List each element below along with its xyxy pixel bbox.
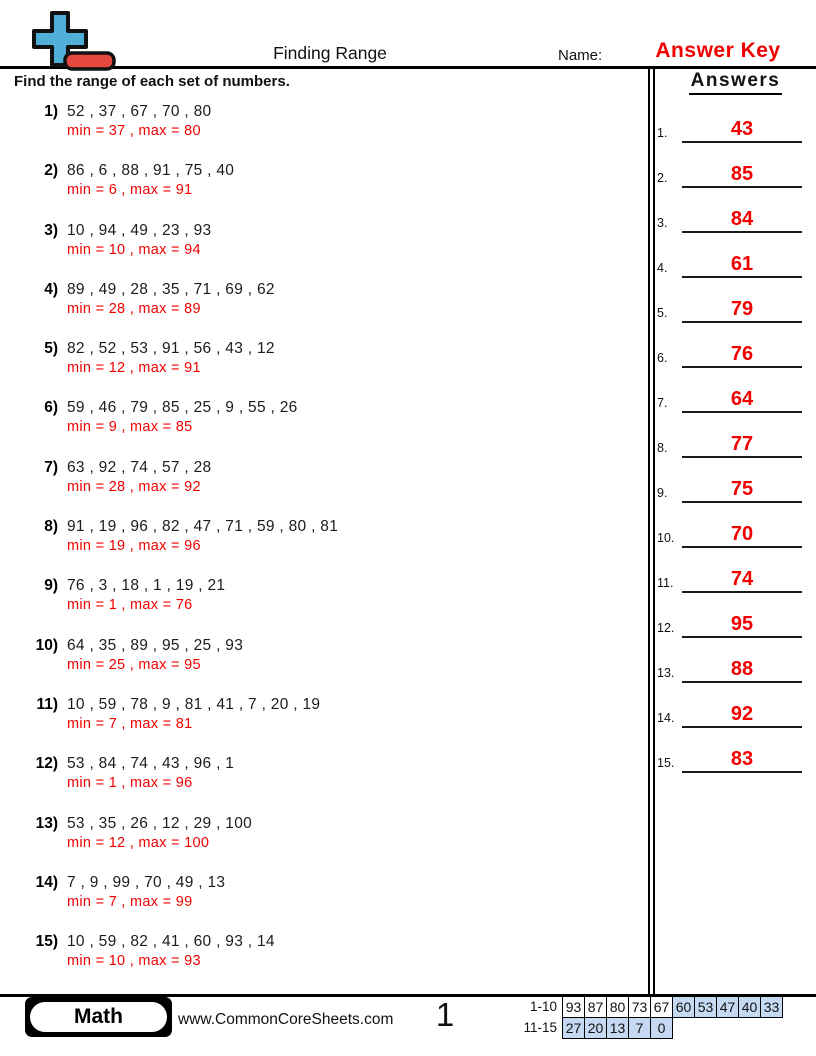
answer-number: 2. (657, 171, 668, 185)
problem-row (34, 696, 634, 755)
answer-value: 61 (730, 253, 754, 275)
problems-list (34, 103, 634, 992)
problem-number: 10) (35, 636, 58, 654)
problem-values: 64 , 35 , 89 , 95 , 25 , 93 (67, 636, 244, 654)
problem-values: 52 , 37 , 67 , 70 , 80 (67, 103, 212, 120)
answer-value: 83 (730, 748, 754, 770)
problem-min-max: min = 12 , max = 100 (67, 834, 210, 851)
score-cell: 67 (650, 996, 673, 1018)
score-cell: 7 (628, 1017, 651, 1039)
answer-value: 95 (730, 613, 754, 635)
answer-number: 11. (657, 576, 674, 590)
answer-row (654, 503, 816, 548)
answer-value: 70 (730, 523, 754, 545)
problem-min-max: min = 10 , max = 94 (67, 241, 201, 258)
answer-row (654, 638, 816, 683)
problem-number: 2) (44, 162, 58, 180)
answer-number: 3. (657, 216, 668, 230)
score-cell: 13 (606, 1017, 629, 1039)
problem-values: 89 , 49 , 28 , 35 , 71 , 69 , 62 (67, 280, 275, 298)
problem-row (34, 340, 634, 399)
page-number: 1 (435, 996, 455, 1033)
score-table-row (504, 1017, 783, 1039)
answer-value: 92 (730, 703, 754, 725)
problem-number: 12) (35, 755, 58, 773)
problem-values: 7 , 9 , 99 , 70 , 49 , 13 (67, 873, 226, 891)
problem-number: 6) (44, 399, 58, 417)
answer-row (654, 593, 816, 638)
answer-key-label: Answer Key (655, 39, 781, 62)
answers-list (654, 98, 816, 773)
problem-min-max: min = 1 , max = 96 (67, 775, 193, 792)
problem-number: 3) (44, 221, 58, 239)
problem-values: 53 , 84 , 74 , 43 , 96 , 1 (67, 755, 235, 773)
problem-values: 53 , 35 , 26 , 12 , 29 , 100 (67, 814, 253, 832)
subject-badge (25, 997, 172, 1037)
answer-number: 7. (657, 396, 668, 410)
answer-row (654, 278, 816, 323)
problem-values: 10 , 59 , 78 , 9 , 81 , 41 , 7 , 20 , 19 (67, 695, 321, 713)
page-title: Finding Range (273, 43, 387, 63)
problem-number: 15) (35, 933, 58, 951)
problem-values: 91 , 19 , 96 , 82 , 47 , 71 , 59 , 80 , 81 (67, 518, 339, 536)
problem-row (34, 755, 634, 814)
answer-number: 12. (657, 621, 675, 635)
score-table-row (504, 996, 783, 1018)
answer-row (654, 368, 816, 413)
problem-min-max: min = 9 , max = 85 (67, 419, 193, 436)
problem-min-max: min = 19 , max = 96 (67, 538, 201, 555)
problem-values: 76 , 3 , 18 , 1 , 19 , 21 (67, 577, 226, 595)
score-table (504, 996, 783, 1039)
problem-row (34, 222, 634, 281)
problem-number: 14) (35, 873, 58, 891)
site-url: www.CommonCoreSheets.com (178, 1011, 394, 1028)
score-cell: 80 (606, 996, 629, 1018)
answer-number: 13. (657, 666, 675, 680)
problem-min-max: min = 10 , max = 93 (67, 953, 201, 970)
problem-min-max: min = 28 , max = 89 (67, 300, 201, 317)
name-label: Name: (558, 47, 603, 64)
answer-number: 6. (657, 351, 668, 365)
problem-values: 82 , 52 , 53 , 91 , 56 , 43 , 12 (67, 340, 275, 358)
answer-number: 9. (657, 486, 668, 500)
problem-min-max: min = 7 , max = 81 (67, 715, 193, 732)
answer-value: 88 (730, 658, 754, 680)
problem-min-max: min = 7 , max = 99 (67, 893, 193, 910)
problem-row (34, 103, 634, 162)
problem-min-max: min = 6 , max = 91 (67, 182, 193, 199)
answers-heading: Answers (655, 70, 816, 95)
problem-min-max: min = 28 , max = 92 (67, 478, 201, 495)
answer-row (654, 98, 816, 143)
problem-values: 59 , 46 , 79 , 85 , 25 , 9 , 55 , 26 (67, 399, 298, 417)
problem-number: 13) (35, 814, 58, 832)
problem-number: 5) (44, 340, 58, 358)
problem-min-max: min = 37 , max = 80 (67, 123, 201, 139)
answer-value: 64 (730, 388, 754, 410)
score-row-label: 11-15 (523, 1020, 557, 1035)
problem-row (34, 637, 634, 696)
problem-number: 7) (44, 458, 58, 476)
answer-value: 77 (730, 433, 754, 455)
answer-number: 4. (657, 261, 668, 275)
answer-value: 74 (730, 568, 754, 590)
answer-row (654, 323, 816, 368)
problem-min-max: min = 12 , max = 91 (67, 360, 201, 377)
score-cell: 87 (584, 996, 607, 1018)
answer-value: 76 (730, 343, 754, 365)
score-row-label: 1-10 (529, 999, 557, 1014)
answer-row (654, 233, 816, 278)
problem-row (34, 815, 634, 874)
score-cell: 53 (694, 996, 717, 1018)
problem-values: 86 , 6 , 88 , 91 , 75 , 40 (67, 162, 235, 180)
plus-minus-logo-icon (28, 10, 128, 72)
problem-values: 63 , 92 , 74 , 57 , 28 (67, 458, 212, 476)
answer-value: 43 (730, 118, 754, 140)
answer-number: 8. (657, 441, 668, 455)
problem-number: 8) (44, 518, 58, 536)
problem-min-max: min = 1 , max = 76 (67, 597, 193, 614)
answer-number: 1. (657, 126, 668, 140)
answer-value: 75 (730, 478, 754, 500)
answer-value: 84 (730, 208, 754, 230)
problem-row (34, 933, 634, 992)
score-cell: 73 (628, 996, 651, 1018)
score-cell: 93 (562, 996, 585, 1018)
problem-values: 10 , 94 , 49 , 23 , 93 (67, 221, 212, 239)
answer-row (654, 458, 816, 503)
answer-number: 15. (657, 756, 675, 770)
score-cell: 47 (716, 996, 739, 1018)
problem-values: 10 , 59 , 82 , 41 , 60 , 93 , 14 (67, 933, 275, 951)
problem-row (34, 281, 634, 340)
problem-row (34, 459, 634, 518)
score-cell: 27 (562, 1017, 585, 1039)
score-cell: 40 (738, 996, 761, 1018)
problem-number: 4) (44, 280, 58, 298)
answer-row (654, 143, 816, 188)
score-cell: 33 (760, 996, 783, 1018)
answer-number: 14. (657, 711, 675, 725)
answer-blank-line (682, 771, 802, 773)
problem-number: 9) (44, 577, 58, 595)
answer-row (654, 683, 816, 728)
problem-row (34, 399, 634, 458)
answer-row (654, 728, 816, 773)
answer-number: 10. (657, 531, 675, 545)
answer-number: 5. (657, 306, 668, 320)
answer-value: 85 (730, 163, 754, 185)
problem-row (34, 518, 634, 577)
score-cell: 0 (650, 1017, 673, 1039)
problem-number: 1) (44, 103, 58, 120)
instruction-text: Find the range of each set of numbers. (14, 73, 290, 90)
problem-row (34, 874, 634, 933)
answer-row (654, 188, 816, 233)
problem-row (34, 577, 634, 636)
problem-row (34, 162, 634, 221)
answer-value: 79 (730, 298, 754, 320)
answer-row (654, 413, 816, 458)
subject-badge-label: Math (30, 1002, 167, 1032)
score-cell: 60 (672, 996, 695, 1018)
problem-min-max: min = 25 , max = 95 (67, 656, 201, 673)
answer-row (654, 548, 816, 593)
score-cell: 20 (584, 1017, 607, 1039)
problem-number: 11) (36, 695, 58, 713)
